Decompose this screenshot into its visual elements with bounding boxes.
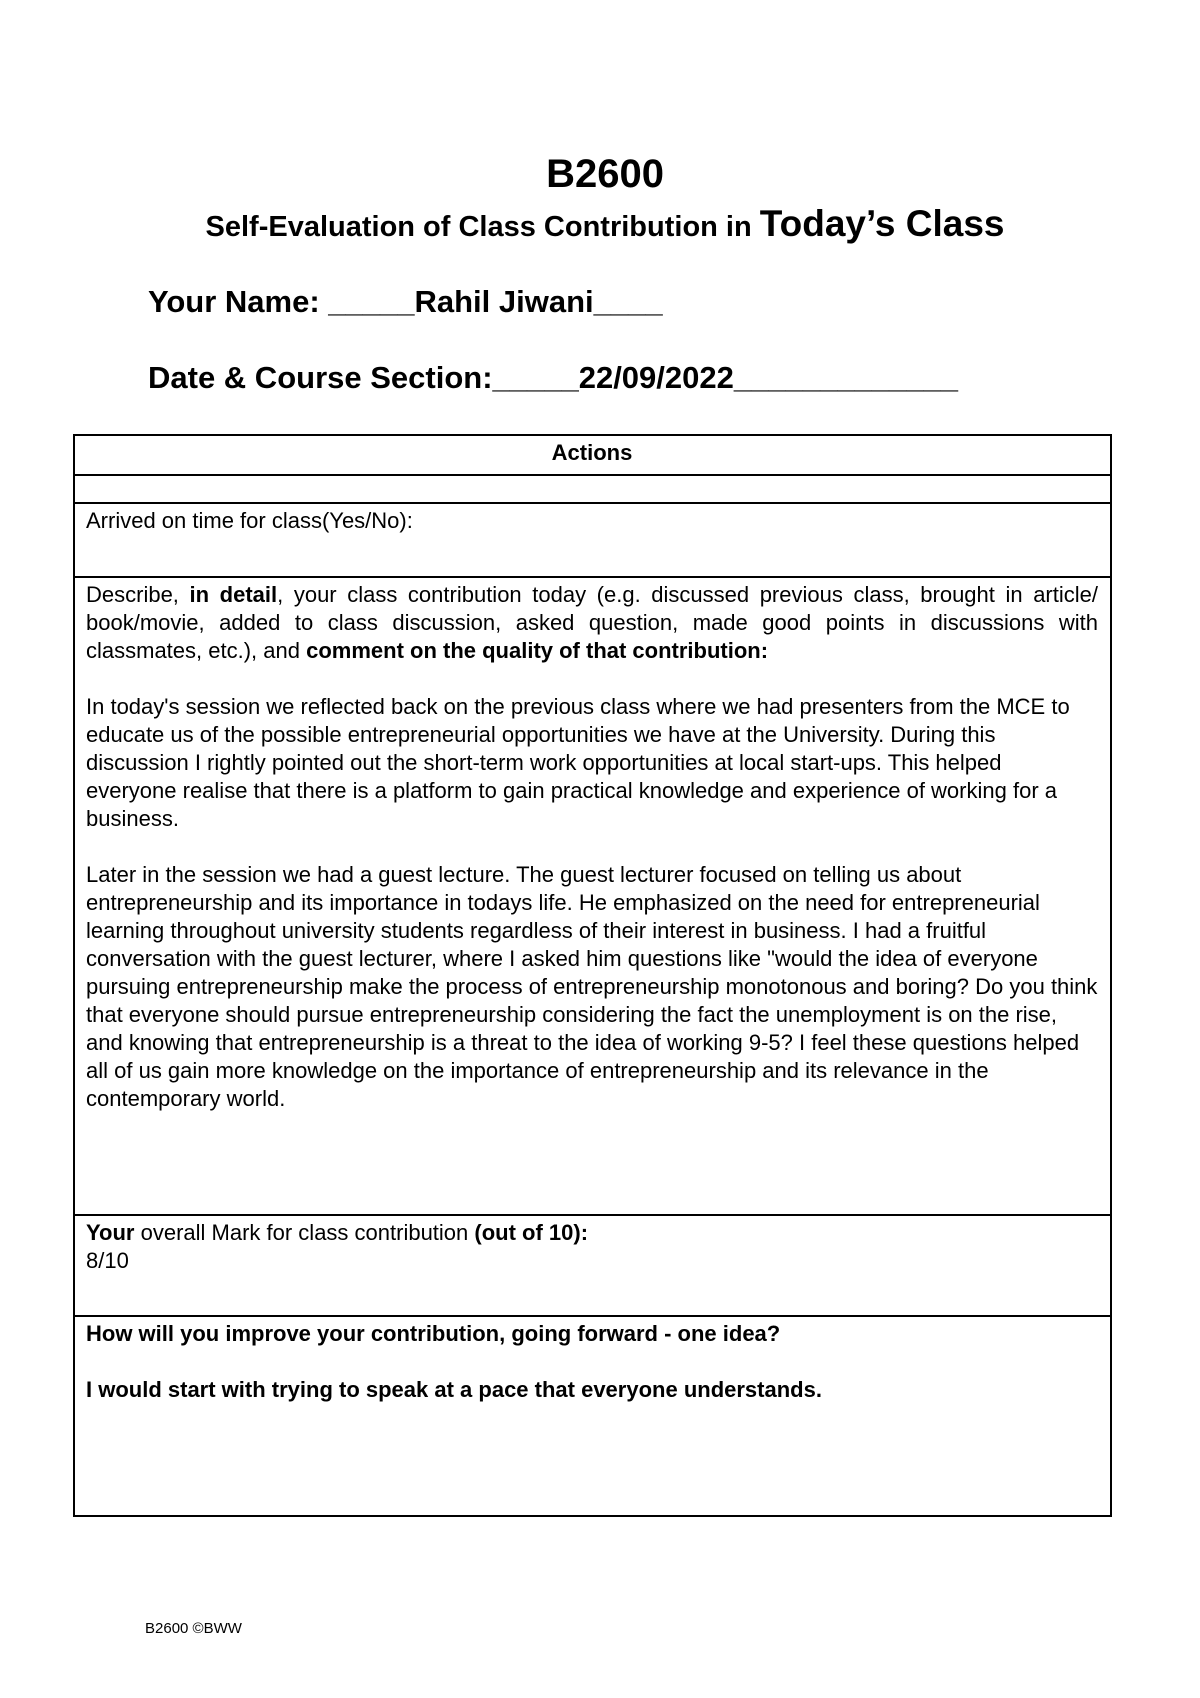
improvement-question: How will you improve your contribution, going forward - one idea? [86,1321,781,1346]
name-field: Your Name: _____Rahil Jiwani____ [148,284,663,319]
date-course-section-field: Date & Course Section:_____22/09/2022_____________ [148,360,958,395]
table-row [74,475,1111,503]
actions-table [73,434,1112,1517]
table-row [74,1316,1111,1516]
contribution-paragraph-2: Later in the session we had a guest lecture. The guest lecturer focused on telling us about entrepreneurship and its importance in todays life. He emphasized on the need for entrepreneurial learning throughout university students regardless of their interest in business. I had a fruitful conversation with the guest lecturer, where I asked him questions like "would the idea of everyone pursuing entrepreneurship make the process of entrepreneurship monotonous and boring? Do you think that everyone should pursue entrepreneurship considering the fact the unemployment is on the rise, and knowing that entrepreneurship is a threat to the idea of working 9-5? I feel these questions helped all of us gain more knowledge on the importance of entrepreneurship and its relevance in the contemporary world. [86,862,1098,1111]
describe-prompt-bold-detail: in detail [189,582,278,607]
actions-heading: Actions [74,435,1111,475]
subtitle-main: Self-Evaluation of Class Contribution in [205,211,760,243]
course-code-title: B2600 [546,152,664,196]
arrived-on-time-cell [74,503,1111,577]
table-row [74,435,1111,475]
table-row [74,577,1111,1215]
table-row [74,503,1111,577]
page-footer: B2600 ©BWW [145,1620,242,1637]
arrived-on-time-label: Arrived on time for class(Yes/No): [86,508,413,533]
mark-label-middle: overall Mark for class contribution [134,1220,475,1245]
describe-prompt-bold-quality: comment on the quality of that contribution: [306,638,769,663]
overall-mark-label [86,1219,1098,1247]
overall-mark-value: 8/10 [86,1248,129,1273]
document-subtitle [0,200,1200,251]
overall-mark-cell [74,1215,1111,1316]
mark-label-your: Your [86,1220,135,1245]
contribution-paragraph-1: In today's session we reflected back on the previous class where we had presenters from the MCE to educate us of the possible entrepreneurial opportunities we have at the University. During this discussion I rightly pointed out the short-term work opportunities at local start-ups. This helped everyone realise that there is a platform to gain practical knowledge and experience of working for a business. [86,694,1070,831]
subtitle-emphasis: Today’s Class [759,203,1005,244]
blank-cell [74,475,1111,503]
improvement-answer: I would start with trying to speak at a pace that everyone understands. [86,1377,822,1402]
table-row [74,1215,1111,1316]
improvement-cell [74,1316,1111,1516]
describe-prompt [86,581,1098,665]
describe-prompt-start: Describe, [86,582,190,607]
describe-prompt-middle: , your class contribution today (e.g. discussed previous class, brought in article/ book/movie, added to class discussion, asked question, made good points in discussions with classmates, etc.), and [86,582,1098,663]
describe-contribution-cell [74,577,1111,1215]
mark-label-out-of: (out of 10): [474,1220,589,1245]
